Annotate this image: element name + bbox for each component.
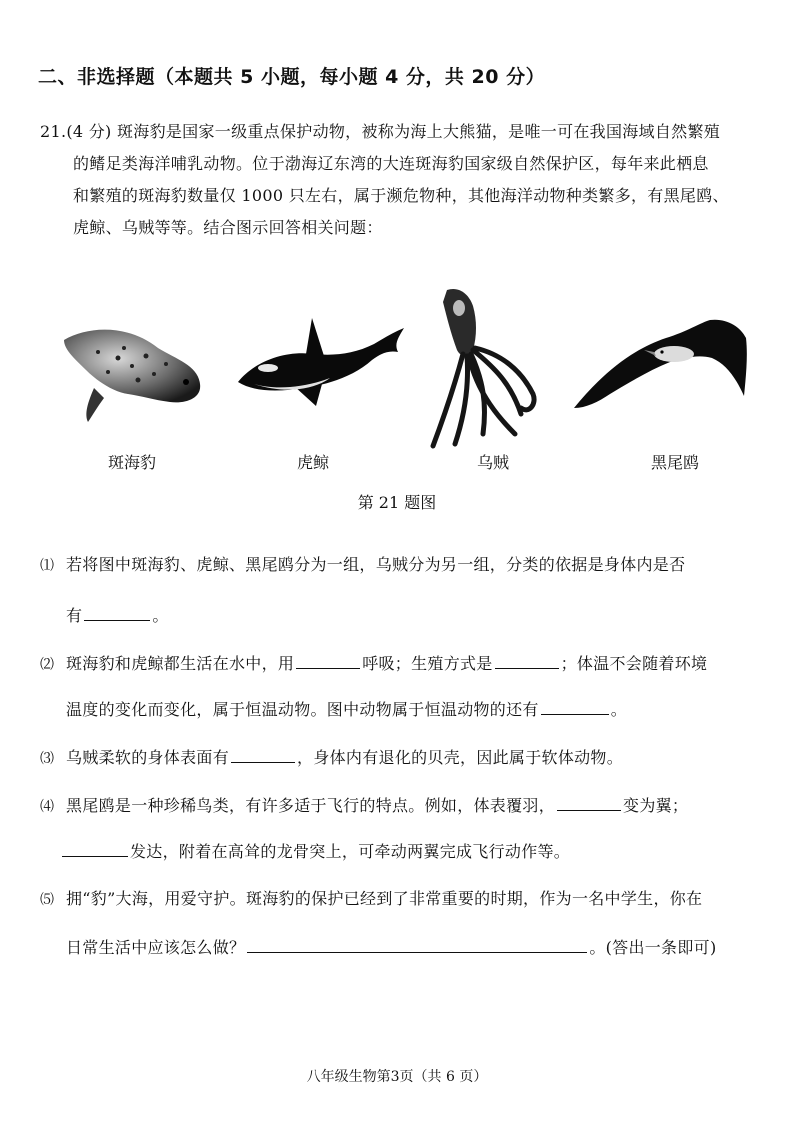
sub2-number: ⑵ (40, 657, 55, 673)
sub5-blank[interactable] (247, 934, 587, 953)
sub1-text-b: 有 (66, 606, 83, 625)
squid-figure (425, 284, 545, 454)
label-orca: 虎鲸 (296, 453, 329, 472)
sub3-text-b: ，身体内有退化的贝壳，因此属于软体动物。 (297, 748, 624, 767)
sub1-text-c: 。 (152, 606, 169, 625)
sub5-number: ⑸ (40, 892, 55, 908)
sub4-text-a: 黑尾鸥是一种珍稀鸟类，有许多适于飞行的特点。例如，体表覆羽， (66, 796, 556, 815)
label-seal: 斑海豹 (107, 453, 156, 472)
sub-question-5 (40, 886, 756, 909)
sub1-blank[interactable] (84, 602, 150, 621)
sub-question-5-cont (40, 934, 756, 958)
sub5-text-b: 日常生活中应该怎么做？ (66, 938, 246, 957)
sub2-text-e: 。 (610, 700, 628, 719)
gull-figure (570, 316, 750, 416)
sub3-number: ⑶ (40, 751, 55, 767)
sub4-text-c: 发达，附着在高耸的龙骨突上，可牵动两翼完成飞行动作等。 (130, 842, 571, 861)
intro-line-3: 和繁殖的斑海豹数量仅 1000 只左右，属于濒危物种，其他海洋动物种类繁多，有黑尾鸥、 (73, 186, 729, 205)
page-footer: 八年级生物第3页（共 6 页） (306, 1069, 488, 1085)
sub2-blank-3[interactable] (541, 696, 609, 715)
sub2-text-d: 温度的变化而变化，属于恒温动物。图中动物属于恒温动物的还有 (66, 700, 539, 719)
sub4-text-b: 变为翼； (623, 796, 689, 815)
figure-caption: 第 21 题图 (357, 493, 437, 512)
sub2-blank-2[interactable] (495, 650, 559, 669)
sub-question-2 (40, 650, 756, 674)
sub3-blank[interactable] (231, 744, 295, 763)
sub-question-3 (40, 744, 756, 768)
sub-question-1-cont (40, 602, 756, 626)
sub-question-2-cont (40, 696, 756, 720)
sub2-text-b: 呼吸；生殖方式是 (362, 654, 493, 673)
sub3-text-a: 乌贼柔软的身体表面有 (66, 748, 230, 767)
sub4-blank-1[interactable] (557, 792, 621, 811)
sub4-number: ⑷ (40, 799, 55, 815)
sub-question-1 (40, 552, 756, 575)
sub2-blank-1[interactable] (296, 650, 360, 669)
sub4-blank-2[interactable] (62, 838, 128, 857)
sub5-text-c: 。(答出一条即可) (589, 938, 717, 957)
label-squid: 乌贼 (476, 453, 509, 472)
sub-question-4-cont (40, 838, 756, 862)
intro-line-4: 虎鲸、乌贼等等。结合图示回答相关问题： (73, 218, 383, 237)
question-intro (40, 116, 756, 244)
orca-figure (234, 314, 409, 409)
intro-line-2: 的鳍足类海洋哺乳动物。位于渤海辽东湾的大连斑海豹国家级自然保护区，每年来此栖息 (73, 154, 709, 173)
sub1-number: ⑴ (40, 558, 55, 574)
sub-question-4 (40, 792, 756, 816)
section-title: 二、非选择题（本题共 5 小题，每小题 4 分，共 20 分） (38, 66, 546, 88)
sub1-text-a: 若将图中斑海豹、虎鲸、黑尾鸥分为一组，乌贼分为另一组，分类的依据是身体内是否 (66, 555, 686, 574)
label-gull: 黑尾鸥 (650, 453, 699, 472)
intro-line-1: 21.(4 分) 斑海豹是国家一级重点保护动物，被称为海上大熊猫，是唯一可在我国海域自然繁殖 (40, 122, 721, 141)
sub2-text-c: ；体温不会随着环境 (560, 654, 708, 673)
seal-figure (58, 318, 208, 428)
sub2-text-a: 斑海豹和虎鲸都生活在水中，用 (66, 654, 295, 673)
sub5-text-a: 拥“豹”大海，用爱守护。斑海豹的保护已经到了非常重要的时期，作为一名中学生，你在 (66, 889, 703, 908)
